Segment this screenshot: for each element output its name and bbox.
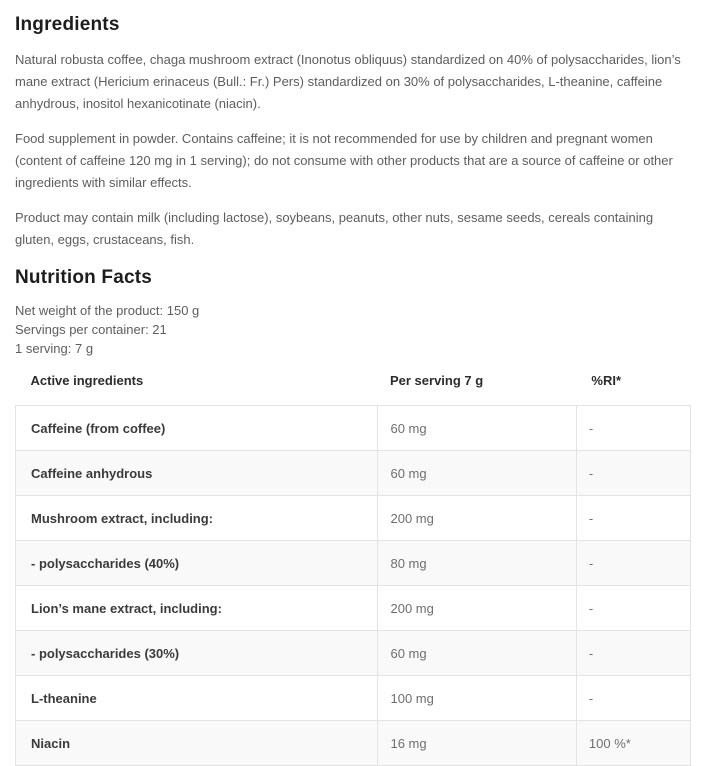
table-row (16, 451, 691, 496)
ri-cell: - (576, 676, 690, 721)
table-row (16, 631, 691, 676)
ri-cell: 100 %* (576, 721, 690, 766)
per-serving-cell: 200 mg (378, 496, 576, 541)
ingredient-name-cell: - polysaccharides (30%) (16, 631, 378, 676)
ri-cell: - (576, 451, 690, 496)
table-row (16, 721, 691, 766)
ingredients-caffeine-warning-text: Food supplement in powder. Contains caffeine; it is not recommended for use by children and pregnant women (content of caffeine 120 mg in 1 serving); do not consume with other products that are a source of caffeine or other ingredients with similar effects. (15, 131, 673, 190)
net-weight-line: Net weight of the product: 150 g (15, 303, 200, 318)
ingredient-name-cell: Niacin (16, 721, 378, 766)
per-serving-cell: 60 mg (378, 631, 576, 676)
per-serving-cell: 60 mg (378, 406, 576, 451)
ingredients-allergens-text: Product may contain milk (including lactose), soybeans, peanuts, other nuts, sesame seeds, cereals containing gluten, eggs, crustaceans, fish. (15, 210, 654, 247)
table-row (16, 586, 691, 631)
product-details-section (0, 14, 706, 766)
per-serving-cell: 80 mg (378, 541, 576, 586)
ri-cell: - (576, 586, 690, 631)
table-header-row (16, 373, 691, 406)
per-serving-cell: 16 mg (378, 721, 576, 766)
servings-per-container-line: Servings per container: 21 (15, 322, 167, 337)
ingredient-name-cell: Lion’s mane extract, including: (16, 586, 378, 631)
table-row (16, 541, 691, 586)
nutrition-table (15, 373, 691, 766)
ingredients-title: Ingredients (15, 14, 120, 35)
ingredient-name-cell: Caffeine anhydrous (16, 451, 378, 496)
ingredient-name-cell: Mushroom extract, including: (16, 496, 378, 541)
ingredient-name-cell: Caffeine (from coffee) (16, 406, 378, 451)
table-row (16, 676, 691, 721)
header-per-serving: Per serving 7 g (378, 373, 576, 406)
per-serving-cell: 60 mg (378, 451, 576, 496)
ingredients-composition-text: Natural robusta coffee, chaga mushroom extract (Inonotus obliquus) standardized on 40% of polysaccharides, lion’s mane extract (Hericium erinaceus (Bull.: Fr.) Pers) standardized on 30% of polysaccharides, L-theanine, caffeine anhydrous, inositol hexanicotinate (niacin). (15, 52, 681, 111)
ingredient-name-cell: - polysaccharides (40%) (16, 541, 378, 586)
nutrition-facts-title: Nutrition Facts (15, 267, 153, 288)
ri-cell: - (576, 541, 690, 586)
table-row (16, 406, 691, 451)
per-serving-cell: 100 mg (378, 676, 576, 721)
table-row (16, 496, 691, 541)
ri-cell: - (576, 631, 690, 676)
header-ri: %RI* (576, 373, 690, 406)
serving-summary (15, 301, 691, 358)
ri-cell: - (576, 406, 690, 451)
serving-size-line: 1 serving: 7 g (15, 341, 94, 356)
ingredient-name-cell: L-theanine (16, 676, 378, 721)
ri-cell: - (576, 496, 690, 541)
per-serving-cell: 200 mg (378, 586, 576, 631)
header-active-ingredients: Active ingredients (16, 373, 378, 406)
